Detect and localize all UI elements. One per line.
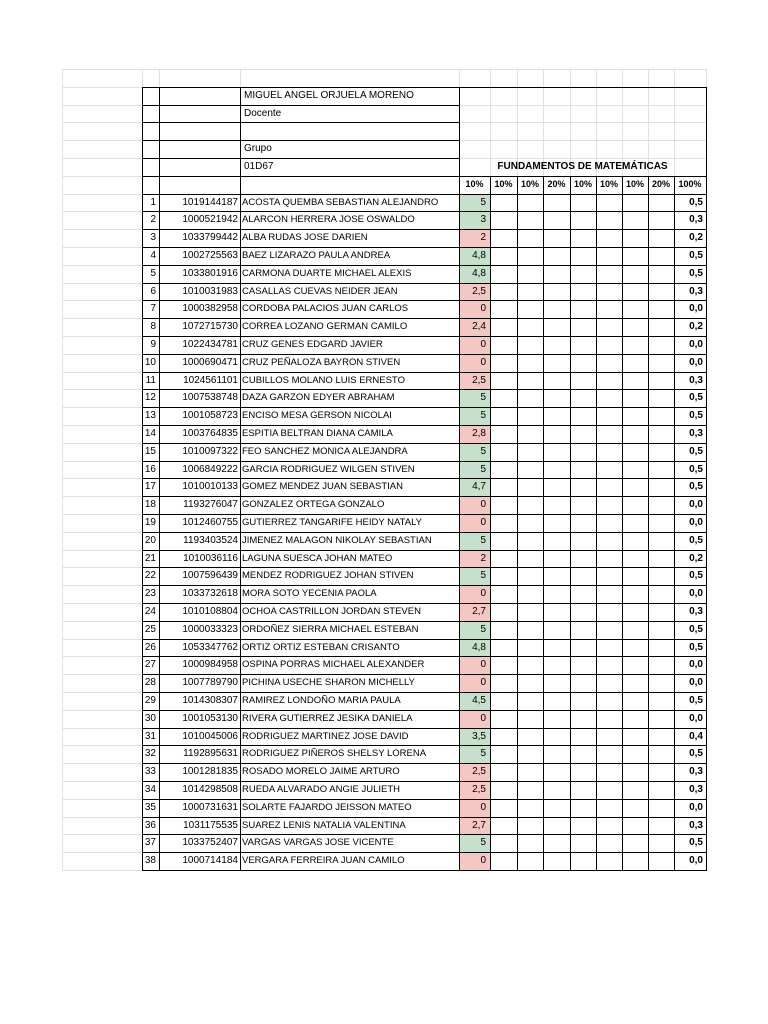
- student-name-cell[interactable]: ESPITIA BELTRAN DIANA CAMILA: [242, 428, 393, 439]
- final-total-cell[interactable]: 0,3: [689, 819, 703, 831]
- grade-cell[interactable]: 0: [480, 588, 486, 600]
- grade-cell[interactable]: 5: [480, 534, 486, 546]
- row-number-cell[interactable]: 18: [144, 499, 156, 511]
- student-id-cell[interactable]: 1001058723: [182, 410, 238, 422]
- border-v: [706, 87, 707, 870]
- row-number-cell[interactable]: 17: [144, 481, 156, 493]
- row-number-cell[interactable]: 25: [144, 623, 156, 635]
- final-total-cell[interactable]: 0,5: [689, 641, 703, 653]
- grade-cell[interactable]: 0: [480, 855, 486, 867]
- student-id-cell[interactable]: 1007789790: [182, 677, 238, 689]
- border-h: [459, 728, 707, 729]
- grade-spreadsheet: [62, 69, 706, 869]
- final-total-cell[interactable]: 0,0: [689, 303, 703, 315]
- row-number-cell[interactable]: 2: [150, 214, 156, 226]
- final-total-cell[interactable]: 0,5: [689, 410, 703, 422]
- student-id-cell[interactable]: 1000521942: [182, 214, 238, 226]
- student-id-cell[interactable]: 1193276047: [183, 499, 238, 511]
- weight-header-cell[interactable]: 10%: [520, 178, 539, 189]
- weight-header-cell[interactable]: 10%: [625, 178, 644, 189]
- student-id-cell[interactable]: 1002725563: [182, 250, 238, 261]
- final-total-cell[interactable]: 0,3: [689, 428, 703, 439]
- border-h: [459, 318, 707, 319]
- row-number-cell[interactable]: 12: [144, 392, 156, 404]
- row-number-cell[interactable]: 30: [144, 712, 156, 724]
- row-number-cell[interactable]: 24: [144, 606, 156, 617]
- final-total-cell[interactable]: 0,4: [689, 730, 703, 742]
- grade-cell[interactable]: 2,5: [472, 374, 486, 386]
- border-v: [570, 176, 571, 870]
- border-h: [459, 300, 707, 301]
- weight-header-cell[interactable]: 10%: [465, 178, 484, 189]
- student-name-cell[interactable]: SOLARTE FAJARDO JEISSON MATEO: [242, 801, 412, 813]
- final-total-cell[interactable]: 0,0: [689, 712, 703, 724]
- row-number-cell[interactable]: 14: [144, 428, 156, 439]
- student-id-cell[interactable]: 1010108804: [182, 606, 238, 617]
- grade-cell[interactable]: 2,7: [472, 606, 486, 617]
- grade-cell[interactable]: 4,8: [472, 267, 486, 279]
- grade-cell[interactable]: 4,8: [472, 250, 486, 261]
- final-total-cell[interactable]: 0,0: [689, 588, 703, 600]
- group-label-cell[interactable]: Grupo: [244, 143, 272, 155]
- border-h: [459, 532, 707, 533]
- student-name-cell[interactable]: CORREA LOZANO GERMAN CAMILO: [242, 321, 408, 333]
- row-number-cell[interactable]: 19: [144, 517, 156, 528]
- border-h: [459, 247, 707, 248]
- border-h: [459, 443, 707, 444]
- final-total-cell[interactable]: 0,5: [689, 267, 703, 279]
- final-total-cell[interactable]: 0,2: [689, 232, 703, 244]
- border-h: [459, 639, 707, 640]
- border-v: [543, 176, 544, 870]
- final-total-cell[interactable]: 0,0: [689, 801, 703, 813]
- row-number-cell[interactable]: 6: [150, 285, 156, 297]
- border-h: [459, 425, 707, 426]
- final-total-cell[interactable]: 0,0: [689, 855, 703, 867]
- student-id-cell[interactable]: 1000382958: [182, 303, 238, 315]
- grade-cell[interactable]: 4,5: [472, 695, 486, 706]
- group-value-cell[interactable]: 01D67: [244, 161, 274, 172]
- final-total-cell[interactable]: 0,3: [689, 374, 703, 386]
- row-number-cell[interactable]: 38: [144, 855, 156, 867]
- student-name-cell[interactable]: GONZALEZ ORTEGA GONZALO: [242, 499, 385, 511]
- student-id-cell[interactable]: 1033799442: [182, 232, 238, 244]
- student-name-cell[interactable]: CORDOBA PALACIOS JUAN CARLOS: [242, 303, 409, 315]
- student-id-cell[interactable]: 1006849222: [182, 463, 238, 475]
- final-total-cell[interactable]: 0,5: [689, 837, 703, 849]
- grade-cell[interactable]: 5: [480, 837, 486, 849]
- final-total-cell[interactable]: 0,0: [689, 659, 703, 671]
- grade-cell[interactable]: 5: [480, 410, 486, 422]
- student-id-cell[interactable]: 1024561101: [183, 374, 238, 386]
- student-name-cell[interactable]: VERGARA FERREIRA JUAN CAMILO: [242, 855, 405, 867]
- student-id-cell[interactable]: 1022434781: [182, 339, 238, 350]
- student-name-cell[interactable]: RODRIGUEZ PIÑEROS SHELSY LORENA: [242, 748, 427, 760]
- weight-header-cell[interactable]: 10%: [599, 178, 618, 189]
- final-total-cell[interactable]: 0,0: [689, 517, 703, 528]
- final-total-cell[interactable]: 0,0: [689, 339, 703, 350]
- border-h: [459, 336, 707, 337]
- border-h: [459, 710, 707, 711]
- student-id-cell[interactable]: 1010097322: [182, 445, 238, 457]
- student-id-cell[interactable]: 1012460755: [182, 517, 238, 528]
- student-name-cell[interactable]: CRUZ GENES EDGARD JAVIER: [242, 339, 383, 350]
- border-h: [459, 461, 707, 462]
- student-name-cell[interactable]: BAEZ LIZARAZO PAULA ANDREA: [242, 250, 391, 261]
- grade-cell[interactable]: 5: [480, 463, 486, 475]
- border-h: [459, 834, 707, 835]
- final-total-cell[interactable]: 0,5: [689, 250, 703, 261]
- student-id-cell[interactable]: 1007538748: [182, 392, 238, 404]
- row-number-cell[interactable]: 8: [150, 321, 156, 333]
- border-h: [459, 745, 707, 746]
- student-id-cell[interactable]: 1053347762: [182, 641, 238, 653]
- grade-cell[interactable]: 5: [480, 623, 486, 635]
- final-total-cell[interactable]: 0,3: [689, 766, 703, 778]
- row-number-cell[interactable]: 22: [144, 570, 156, 582]
- row-number-cell[interactable]: 37: [144, 837, 156, 849]
- weight-header-cell[interactable]: 10%: [573, 178, 592, 189]
- final-total-cell[interactable]: 0,5: [689, 570, 703, 582]
- border-h: [459, 354, 707, 355]
- border-h: [459, 478, 707, 479]
- student-id-cell[interactable]: 1007596439: [182, 570, 238, 582]
- student-name-cell[interactable]: ALARCON HERRERA JOSE OSWALDO: [242, 214, 415, 226]
- border-h: [459, 514, 707, 515]
- student-id-cell[interactable]: 1000690471: [182, 356, 238, 368]
- border-h: [459, 229, 707, 230]
- grade-cell[interactable]: 0: [480, 517, 486, 528]
- student-id-cell[interactable]: 1010036116: [183, 552, 238, 564]
- student-name-cell[interactable]: GOMEZ MENDEZ JUAN SEBASTIAN: [242, 481, 403, 493]
- student-name-cell[interactable]: OSPINA PORRAS MICHAEL ALEXANDER: [242, 659, 425, 671]
- final-total-cell[interactable]: 0,2: [689, 552, 703, 564]
- student-id-cell[interactable]: 1072715730: [182, 321, 238, 333]
- student-name-cell[interactable]: PICHINA USECHE SHARON MICHELLY: [242, 677, 415, 689]
- student-id-cell[interactable]: 1193403524: [183, 534, 238, 546]
- student-id-cell[interactable]: 1000714184: [182, 855, 238, 867]
- row-number-cell[interactable]: 35: [144, 801, 156, 813]
- student-name-cell[interactable]: VARGAS VARGAS JOSE VICENTE: [242, 837, 394, 849]
- row-number-cell[interactable]: 26: [144, 641, 156, 653]
- border-h: [459, 389, 707, 390]
- border-h: [459, 781, 707, 782]
- grade-cell[interactable]: 2,5: [472, 285, 486, 297]
- student-name-cell[interactable]: LAGUNA SUESCA JOHAN MATEO: [242, 552, 393, 564]
- border-h: [142, 870, 459, 871]
- border-h: [459, 852, 707, 853]
- student-name-cell[interactable]: DAZA GARZON EDYER ABRAHAM: [242, 392, 395, 404]
- border-h: [459, 585, 707, 586]
- grade-cell[interactable]: 5: [480, 748, 486, 760]
- grade-cell[interactable]: 3,5: [472, 730, 486, 742]
- student-name-cell[interactable]: CUBILLOS MOLANO LUIS ERNESTO: [242, 374, 405, 386]
- final-total-cell[interactable]: 0,2: [689, 321, 703, 333]
- student-name-cell[interactable]: GUTIERREZ TANGARIFE HEIDY NATALY: [242, 517, 422, 528]
- border-h: [459, 265, 707, 266]
- student-id-cell[interactable]: 1033752407: [182, 837, 238, 849]
- final-total-cell[interactable]: 0,0: [689, 356, 703, 368]
- student-id-cell[interactable]: 1001281835: [182, 766, 238, 778]
- student-name-cell[interactable]: ORTIZ ORTIZ ESTEBAN CRISANTO: [242, 641, 400, 653]
- grade-cell[interactable]: 0: [480, 303, 486, 315]
- grade-cell[interactable]: 2,7: [472, 819, 486, 831]
- border-h: [459, 763, 707, 764]
- border-h: [459, 692, 707, 693]
- border-h: [459, 621, 707, 622]
- row-number-cell[interactable]: 7: [150, 303, 156, 315]
- row-number-cell[interactable]: 33: [144, 766, 156, 778]
- border-v: [490, 176, 491, 870]
- final-total-cell[interactable]: 0,5: [689, 463, 703, 475]
- grade-cell[interactable]: 2,8: [472, 428, 486, 439]
- final-total-cell[interactable]: 0,5: [689, 748, 703, 760]
- grade-cell[interactable]: 0: [480, 356, 486, 368]
- student-id-cell[interactable]: 1014308307: [182, 695, 238, 706]
- final-total-cell[interactable]: 0,5: [689, 196, 703, 208]
- grade-cell[interactable]: 2,5: [472, 766, 486, 778]
- row-number-cell[interactable]: 1: [150, 196, 156, 208]
- student-id-cell[interactable]: 1014298508: [182, 784, 238, 795]
- student-name-cell[interactable]: CRUZ PEÑALOZA BAYRON STIVEN: [242, 356, 401, 368]
- student-name-cell[interactable]: JIMENEZ MALAGON NIKOLAY SEBASTIAN: [242, 534, 432, 546]
- border-h: [459, 407, 707, 408]
- grade-cell[interactable]: 2,4: [472, 321, 486, 333]
- border-h: [459, 87, 707, 88]
- grade-cell[interactable]: 5: [480, 570, 486, 582]
- border-h: [459, 799, 707, 800]
- student-id-cell[interactable]: 1003764835: [182, 428, 238, 439]
- final-total-cell[interactable]: 0,5: [689, 534, 703, 546]
- border-h: [459, 674, 707, 675]
- final-total-cell[interactable]: 0,3: [689, 214, 703, 226]
- row-number-cell[interactable]: 34: [144, 784, 156, 795]
- student-id-cell[interactable]: 1033801916: [182, 267, 238, 279]
- student-name-cell[interactable]: GARCIA RODRIGUEZ WILGEN STIVEN: [242, 463, 415, 475]
- weight-header-cell[interactable]: 20%: [547, 178, 566, 189]
- gridline-v: [62, 69, 63, 870]
- border-h: [459, 656, 707, 657]
- weight-header-cell[interactable]: 20%: [651, 178, 670, 189]
- final-total-cell[interactable]: 0,5: [689, 392, 703, 404]
- student-name-cell[interactable]: MENDEZ RODRIGUEZ JOHAN STIVEN: [242, 570, 414, 582]
- border-h: [142, 176, 459, 177]
- grade-cell[interactable]: 0: [480, 712, 486, 724]
- grade-cell[interactable]: 5: [480, 445, 486, 457]
- grade-cell[interactable]: 0: [480, 801, 486, 813]
- border-v: [622, 176, 623, 870]
- row-number-cell[interactable]: 4: [150, 250, 156, 261]
- final-total-cell[interactable]: 0,5: [689, 445, 703, 457]
- teacher-name-cell[interactable]: MIGUEL ANGEL ORJUELA MORENO: [244, 89, 414, 101]
- border-h: [459, 870, 707, 871]
- border-h: [459, 550, 707, 551]
- student-id-cell[interactable]: 1031175535: [183, 819, 238, 831]
- student-name-cell[interactable]: RIVERA GUTIERREZ JESIKA DANIELA: [242, 712, 413, 724]
- student-id-cell[interactable]: 1000033323: [182, 623, 238, 635]
- row-number-cell[interactable]: 16: [144, 463, 156, 475]
- grade-cell[interactable]: 0: [480, 659, 486, 671]
- student-id-cell[interactable]: 1001053130: [182, 712, 238, 724]
- border-h: [459, 283, 707, 284]
- border-h: [459, 194, 707, 195]
- course-title-cell[interactable]: FUNDAMENTOS DE MATEMÁTICAS: [497, 161, 668, 172]
- final-total-cell[interactable]: 0,3: [689, 285, 703, 297]
- border-h: [459, 372, 707, 373]
- row-number-cell[interactable]: 31: [144, 730, 156, 742]
- row-number-cell[interactable]: 23: [144, 588, 156, 600]
- student-name-cell[interactable]: MORA SOTO YECENIA PAOLA: [242, 588, 377, 600]
- border-h: [142, 122, 459, 123]
- final-total-cell[interactable]: 0,3: [689, 784, 703, 795]
- row-number-cell[interactable]: 3: [150, 232, 156, 244]
- teacher-role-cell[interactable]: Docente: [244, 107, 282, 119]
- grade-cell[interactable]: 4,7: [472, 481, 486, 493]
- row-number-cell[interactable]: 27: [144, 659, 156, 671]
- row-number-cell[interactable]: 15: [144, 445, 156, 457]
- row-number-cell[interactable]: 21: [144, 552, 156, 564]
- row-number-cell[interactable]: 28: [144, 677, 156, 689]
- final-total-cell[interactable]: 0,5: [689, 481, 703, 493]
- student-name-cell[interactable]: ROSADO MORELO JAIME ARTURO: [242, 766, 400, 778]
- grade-cell[interactable]: 3: [480, 214, 486, 226]
- student-id-cell[interactable]: 1000731631: [182, 801, 238, 813]
- student-id-cell[interactable]: 1010010133: [182, 481, 238, 493]
- grade-cell[interactable]: 4,8: [472, 641, 486, 653]
- grade-cell[interactable]: 2: [480, 552, 486, 564]
- row-number-cell[interactable]: 13: [144, 410, 156, 422]
- grade-cell[interactable]: 5: [480, 196, 486, 208]
- student-name-cell[interactable]: RUEDA ALVARADO ANGIE JULIETH: [242, 784, 401, 795]
- student-name-cell[interactable]: FEO SANCHEZ MONICA ALEJANDRA: [242, 445, 408, 457]
- row-number-cell[interactable]: 20: [144, 534, 156, 546]
- final-total-cell[interactable]: 0,0: [689, 499, 703, 511]
- border-h: [459, 603, 707, 604]
- student-name-cell[interactable]: ORDOÑEZ SIERRA MICHAEL ESTEBAN: [242, 623, 419, 635]
- student-name-cell[interactable]: RODRIGUEZ MARTINEZ JOSE DAVID: [242, 730, 409, 742]
- row-number-cell[interactable]: 10: [144, 356, 156, 368]
- border-v: [517, 176, 518, 870]
- row-number-cell[interactable]: 9: [150, 339, 156, 350]
- border-v: [648, 176, 649, 870]
- student-id-cell[interactable]: 1192895631: [183, 748, 238, 760]
- row-number-cell[interactable]: 32: [144, 748, 156, 760]
- weight-header-cell[interactable]: 10%: [494, 178, 513, 189]
- border-v: [596, 176, 597, 870]
- grade-cell[interactable]: 2,5: [472, 784, 486, 795]
- student-name-cell[interactable]: RAMIREZ LONDOÑO MARIA PAULA: [242, 695, 401, 706]
- final-total-cell[interactable]: 0,5: [689, 623, 703, 635]
- student-id-cell[interactable]: 1010045006: [182, 730, 238, 742]
- student-name-cell[interactable]: OCHOA CASTRILLON JORDAN STEVEN: [242, 606, 421, 617]
- student-name-cell[interactable]: SUAREZ LENIS NATALIA VALENTINA: [242, 819, 406, 831]
- final-total-cell[interactable]: 0,0: [689, 677, 703, 689]
- student-id-cell[interactable]: 1019144187: [182, 196, 238, 208]
- row-number-cell[interactable]: 11: [145, 374, 156, 386]
- final-total-cell[interactable]: 0,5: [689, 695, 703, 706]
- row-number-cell[interactable]: 29: [144, 695, 156, 706]
- student-id-cell[interactable]: 1033732618: [182, 588, 238, 600]
- border-h: [459, 567, 707, 568]
- border-h: [459, 496, 707, 497]
- student-id-cell[interactable]: 1000984958: [182, 659, 238, 671]
- border-h: [459, 211, 707, 212]
- row-number-cell[interactable]: 5: [150, 267, 156, 279]
- student-name-cell[interactable]: ENCISO MESA GERSON NICOLAI: [242, 410, 392, 422]
- border-h: [459, 817, 707, 818]
- student-name-cell[interactable]: CASALLAS CUEVAS NEIDER JEAN: [242, 285, 398, 297]
- student-name-cell[interactable]: CARMONA DUARTE MICHAEL ALEXIS: [242, 267, 412, 279]
- row-number-cell[interactable]: 36: [144, 819, 156, 831]
- student-id-cell[interactable]: 1010031983: [182, 285, 238, 297]
- final-total-cell[interactable]: 0,3: [689, 606, 703, 617]
- grade-cell[interactable]: 0: [480, 339, 486, 350]
- grade-cell[interactable]: 0: [480, 677, 486, 689]
- student-name-cell[interactable]: ALBA RUDAS JOSE DARIEN: [242, 232, 368, 244]
- weight-header-cell[interactable]: 100%: [678, 178, 702, 189]
- grade-cell[interactable]: 2: [480, 232, 486, 244]
- grade-cell[interactable]: 5: [480, 392, 486, 404]
- student-name-cell[interactable]: ACOSTA QUEMBA SEBASTIAN ALEJANDRO: [242, 196, 439, 208]
- grade-cell[interactable]: 0: [480, 499, 486, 511]
